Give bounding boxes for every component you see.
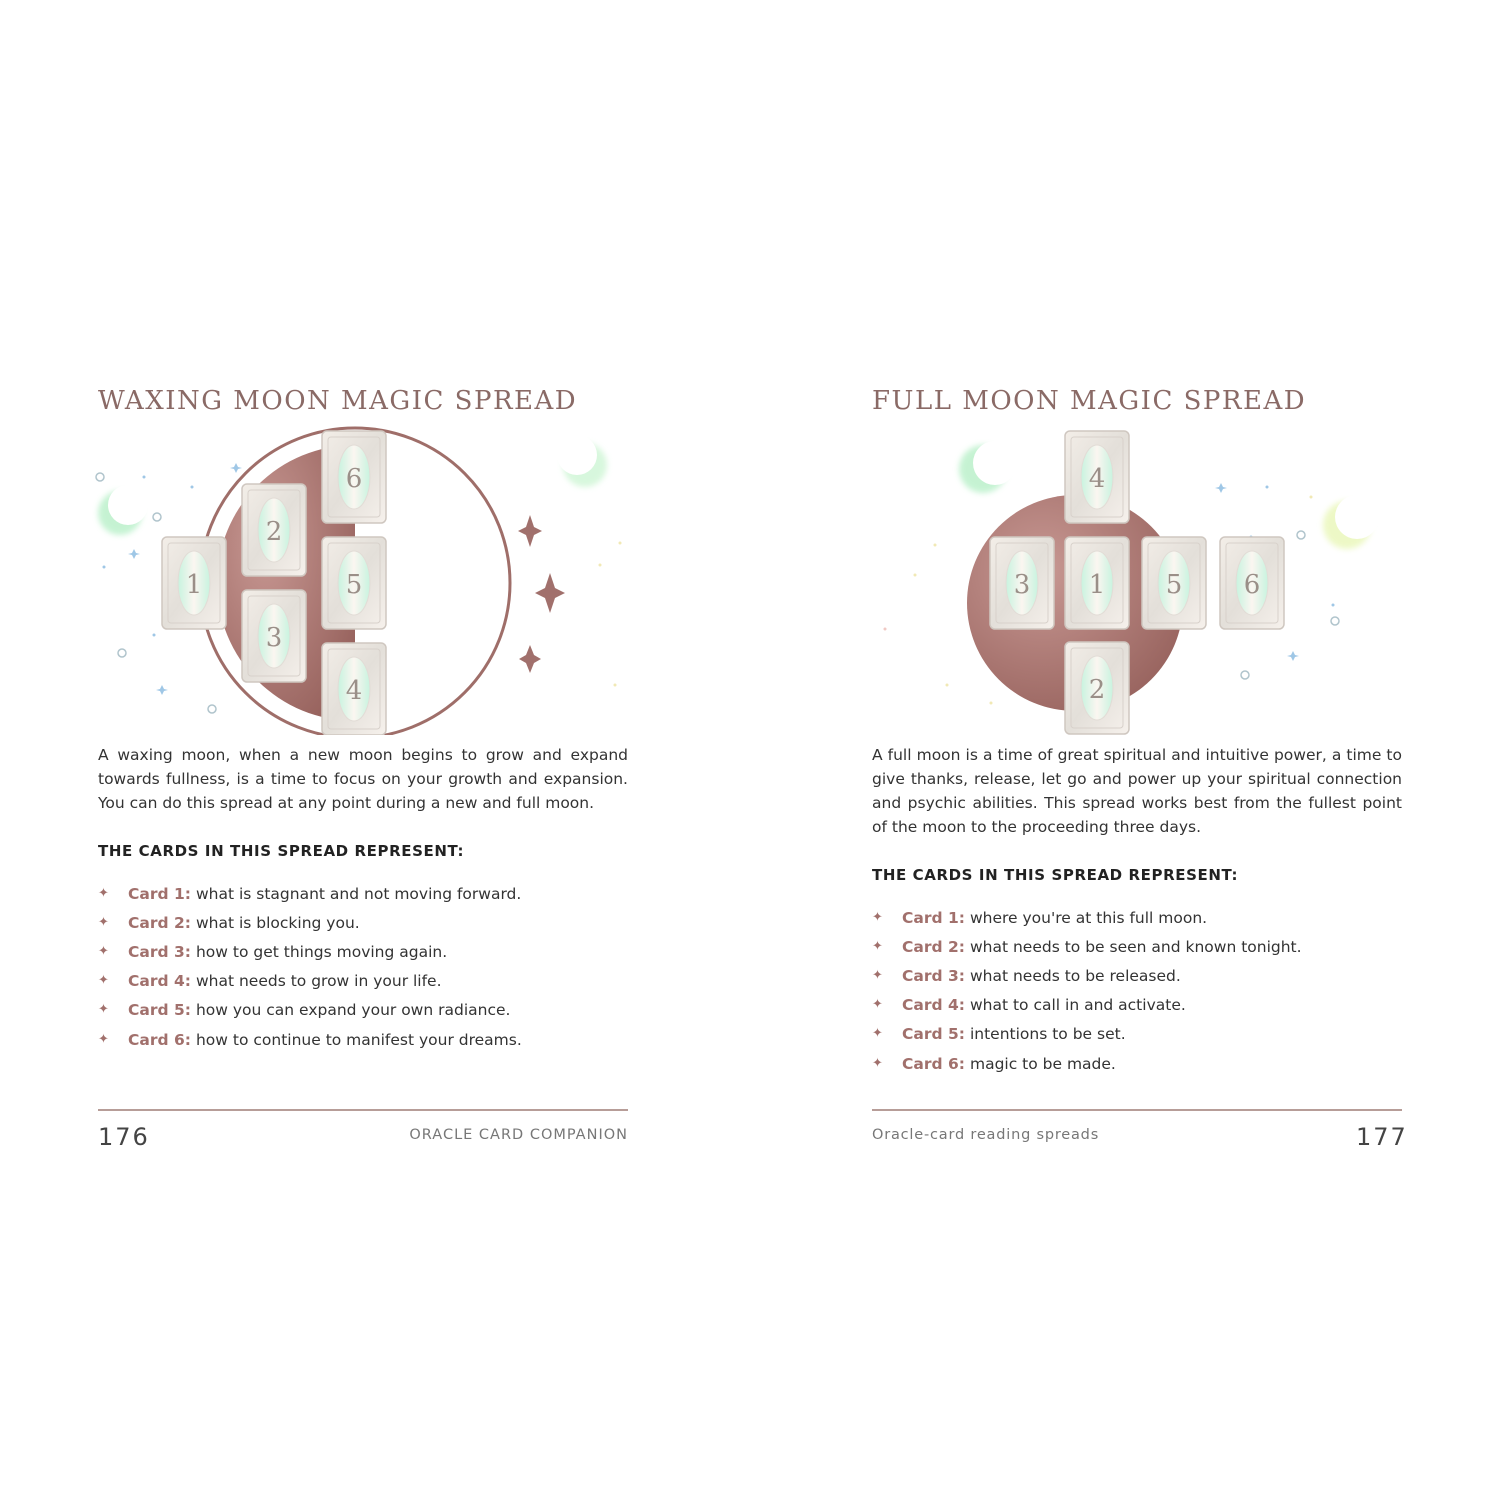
four-point-star-icon: ✦	[98, 973, 109, 989]
crescent-moon-icon	[1323, 495, 1379, 549]
intro-paragraph: A full moon is a time of great spiritual and intuitive power, a time to give thanks, release, let go and power up your spiritual connection and psychic abilities. This spread works best from the fullest point of the moon to the proceeding three days.	[872, 746, 1402, 836]
spread-card-5	[322, 537, 386, 629]
card-number: 6	[1243, 570, 1261, 600]
right-page	[750, 0, 1500, 1500]
list-item	[98, 1025, 638, 1054]
card-label: Card 3:	[128, 942, 191, 961]
card-meaning: what needs to grow in your life.	[195, 972, 442, 991]
spread-card-3	[990, 537, 1054, 629]
card-label: Card 4:	[902, 996, 965, 1015]
crescent-moon-icon	[98, 485, 148, 535]
card-number: 5	[1165, 570, 1183, 600]
card-meaning: how to get things moving again.	[195, 942, 448, 961]
card-meaning: what needs to be released.	[969, 966, 1181, 985]
card-label: Card 1:	[128, 884, 191, 903]
card-number: 1	[185, 570, 203, 600]
footer-divider	[98, 1109, 628, 1111]
full-moon-spread-illustration	[855, 425, 1415, 735]
card-number: 3	[1013, 570, 1031, 600]
card-label: Card 6:	[902, 1054, 965, 1073]
card-label: Card 4:	[128, 972, 191, 991]
four-point-star-icon: ✦	[872, 1055, 883, 1071]
page-number: 177	[1356, 1123, 1408, 1151]
card-number: 1	[1088, 570, 1106, 600]
cards-subheading: THE CARDS IN THIS SPREAD REPRESENT:	[98, 842, 465, 860]
list-item	[872, 961, 1412, 990]
sparkle-icon	[519, 645, 541, 673]
four-point-star-icon: ✦	[872, 909, 883, 925]
spread-card-5	[1142, 537, 1206, 629]
list-item	[872, 991, 1412, 1020]
card-label: Card 1:	[902, 908, 965, 927]
four-point-star-icon: ✦	[872, 967, 883, 983]
crescent-moon-icon	[557, 435, 607, 487]
sparkle-icon	[518, 515, 542, 547]
list-item	[98, 879, 638, 908]
spread-card-3	[242, 590, 306, 682]
spread-card-2	[1065, 642, 1129, 734]
spread-card-1	[1065, 537, 1129, 629]
list-item	[98, 996, 638, 1025]
card-meaning: how to continue to manifest your dreams.	[195, 1030, 522, 1049]
card-number: 6	[345, 464, 363, 494]
card-meaning-list	[872, 903, 1412, 1078]
card-meaning: what needs to be seen and known tonight.	[969, 937, 1302, 956]
card-number: 4	[345, 676, 363, 706]
card-label: Card 6:	[128, 1030, 191, 1049]
four-point-star-icon: ✦	[98, 914, 109, 930]
intro-paragraph: A waxing moon, when a new moon begins to grow and expand towards fullness, is a time to focus on your growth and expansion. You can do this spread at any point during a new and full moon.	[98, 746, 628, 812]
card-number: 4	[1088, 464, 1106, 494]
list-item	[98, 937, 638, 966]
card-number: 2	[1088, 675, 1106, 705]
card-label: Card 5:	[902, 1025, 965, 1044]
card-number: 2	[265, 517, 283, 547]
list-item	[872, 932, 1412, 961]
spread-card-4	[322, 643, 386, 735]
card-meaning-list	[98, 879, 638, 1054]
page-title: WAXING MOON MAGIC SPREAD	[98, 386, 578, 416]
four-point-star-icon: ✦	[98, 885, 109, 901]
card-meaning: magic to be made.	[969, 1054, 1116, 1073]
spread-card-1	[162, 537, 226, 629]
list-item	[98, 908, 638, 937]
card-meaning: what is blocking you.	[195, 913, 360, 932]
four-point-star-icon: ✦	[872, 1026, 883, 1042]
four-point-star-icon: ✦	[872, 997, 883, 1013]
waxing-moon-spread-illustration	[80, 425, 640, 735]
running-head: ORACLE CARD COMPANION	[409, 1127, 628, 1143]
card-meaning: what to call in and activate.	[969, 996, 1186, 1015]
four-point-star-icon: ✦	[98, 1031, 109, 1047]
sparkle-icon	[535, 573, 565, 613]
spread-card-4	[1065, 431, 1129, 523]
page-title: FULL MOON MAGIC SPREAD	[872, 386, 1307, 416]
four-point-star-icon: ✦	[98, 943, 109, 959]
spread-card-6	[1220, 537, 1284, 629]
card-label: Card 2:	[128, 913, 191, 932]
cards-subheading: THE CARDS IN THIS SPREAD REPRESENT:	[872, 866, 1239, 884]
spread-card-2	[242, 484, 306, 576]
four-point-star-icon: ✦	[98, 1002, 109, 1018]
card-label: Card 3:	[902, 966, 965, 985]
card-label: Card 2:	[902, 937, 965, 956]
list-item	[872, 903, 1412, 932]
page-number: 176	[98, 1123, 150, 1151]
list-item	[872, 1049, 1412, 1078]
list-item	[98, 967, 638, 996]
card-number: 5	[345, 570, 363, 600]
crescent-moon-icon	[959, 441, 1017, 493]
spread-card-6	[322, 431, 386, 523]
card-label: Card 5:	[128, 1001, 191, 1020]
running-head: Oracle-card reading spreads	[872, 1127, 1100, 1143]
four-point-star-icon: ✦	[872, 938, 883, 954]
list-item	[872, 1020, 1412, 1049]
card-meaning: how you can expand your own radiance.	[195, 1001, 511, 1020]
footer-divider	[872, 1109, 1402, 1111]
card-meaning: where you're at this full moon.	[969, 908, 1208, 927]
card-number: 3	[265, 623, 283, 653]
card-meaning: intentions to be set.	[969, 1025, 1126, 1044]
card-meaning: what is stagnant and not moving forward.	[195, 884, 522, 903]
